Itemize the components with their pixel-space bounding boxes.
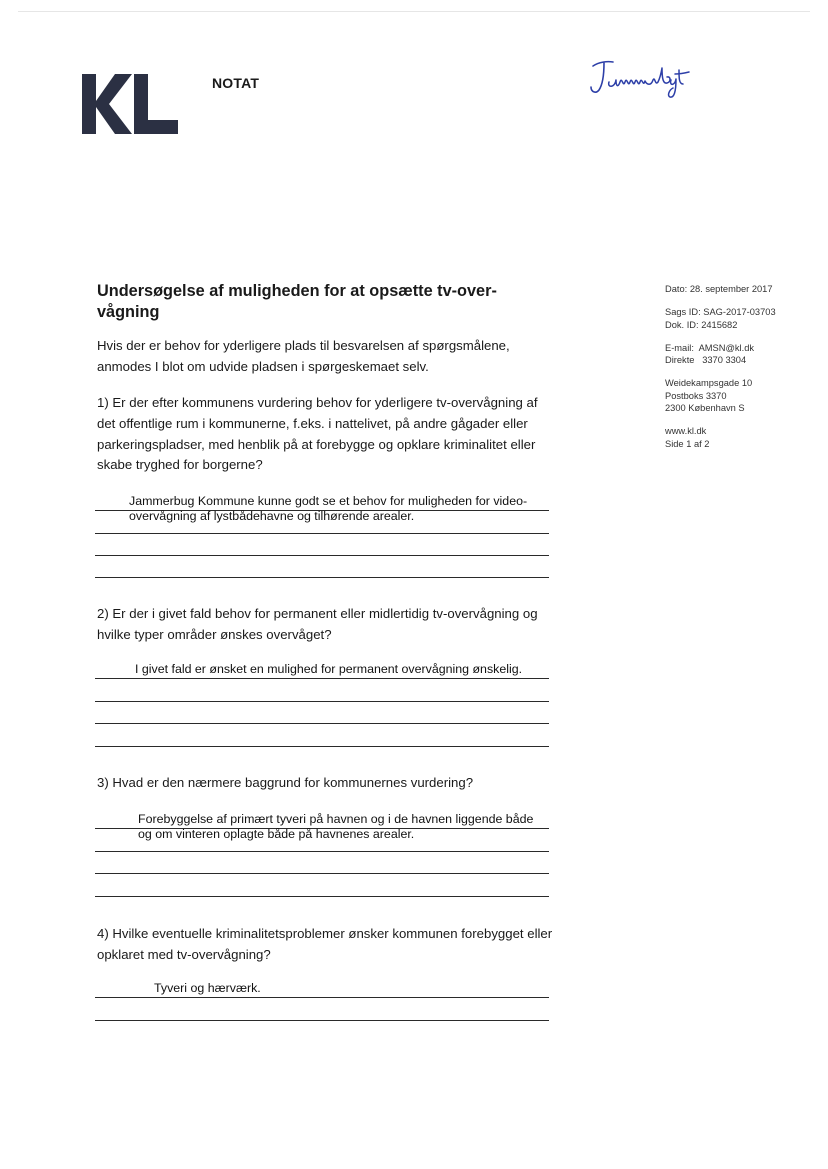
answer-1-line-1: Jammerbug Kommune kunne godt se et behov for muligheden for video- xyxy=(129,494,528,508)
answer-4-line-1: Tyveri og hærværk. xyxy=(154,981,261,995)
direkte-label: Direkte xyxy=(665,355,695,366)
kl-logo xyxy=(82,74,178,134)
address-postbox: Postboks 3370 xyxy=(665,390,727,401)
email-label: E-mail: xyxy=(665,342,694,353)
answer-line xyxy=(95,723,549,724)
answer-line xyxy=(95,997,549,998)
dok-id-label: Dok. ID: xyxy=(665,319,699,330)
answer-1-line-2: overvågning af lystbådehavne og tilhørende arealer. xyxy=(129,509,415,523)
answer-line xyxy=(95,533,549,534)
handwritten-signature xyxy=(585,52,695,100)
intro-text: Hvis der er behov for yderligere plads til besvarelsen af spørgsmålene, anmodes I blot om udvide pladsen i spørgeskemaet selv. xyxy=(97,338,510,374)
answer-line xyxy=(95,896,549,897)
document-metadata xyxy=(665,283,776,461)
question-1: 1) Er der efter kommunens vurdering behov for yderligere tv-overvågning af det offentlige rum i kommunerne, f.eks. i nattelivet, på andre gågader eller parkeringspladser, med henblik på at forebygge og opklare kriminalitet eller skabe tryghed for borgerne? xyxy=(97,395,538,473)
answer-line xyxy=(95,701,549,702)
answer-line xyxy=(95,851,549,852)
answer-line xyxy=(95,555,549,556)
dok-id-value: 2415682 xyxy=(701,319,738,330)
page-number: Side 1 af 2 xyxy=(665,438,710,449)
address-city: 2300 København S xyxy=(665,403,745,414)
answer-line xyxy=(95,746,549,747)
website: www.kl.dk xyxy=(665,426,707,437)
document-type: NOTAT xyxy=(212,75,260,91)
date-value: 28. september 2017 xyxy=(689,284,773,294)
date-label: Dato: xyxy=(665,284,688,294)
address-street: Weidekampsgade 10 xyxy=(665,378,753,389)
scan-top-edge xyxy=(18,11,810,12)
email-value: AMSN@kl.dk xyxy=(698,342,755,353)
question-4: 4) Hvilke eventuelle kriminalitetsproblemer ønsker kommunen forebygget eller opklaret med tv-overvågning? xyxy=(97,926,553,962)
sags-id-label: Sags ID: xyxy=(665,307,701,318)
direkte-value: 3370 3304 xyxy=(702,355,747,366)
question-2: 2) Er der i givet fald behov for permanent eller midlertidig tv-overvågning og hvilke typer områder ønskes overvåget? xyxy=(97,606,538,642)
page-title: Undersøgelse af muligheden for at opsætte tv-over-vågning xyxy=(97,282,497,321)
answer-3-line-2: og om vinteren oplagte både på havnenes arealer. xyxy=(138,827,415,841)
answer-line xyxy=(95,678,549,679)
answer-3-line-1: Forebyggelse af primært tyveri på havnen og i de havnen liggende både xyxy=(138,812,534,826)
question-3: 3) Hvad er den nærmere baggrund for kommunernes vurdering? xyxy=(97,775,474,790)
answer-line xyxy=(95,1020,549,1021)
answer-line xyxy=(95,577,549,578)
sags-id-value: SAG-2017-03703 xyxy=(703,307,776,318)
answer-2-line-1: I givet fald er ønsket en mulighed for permanent overvågning ønskelig. xyxy=(135,662,523,676)
answer-line xyxy=(95,873,549,874)
